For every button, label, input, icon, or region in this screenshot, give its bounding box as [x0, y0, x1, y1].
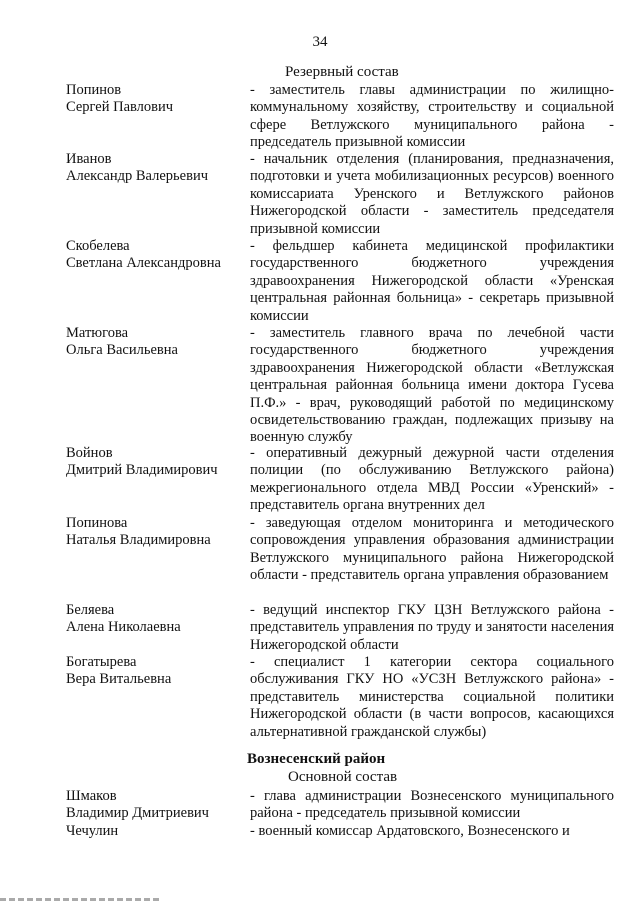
member-given-name: Сергей Павлович — [66, 99, 174, 116]
member-surname: Скобелева — [66, 238, 130, 254]
member-role: - оперативный дежурный дежурной части отделения полиции (по обслуживанию Ветлужского района) межрегионального отдела МВД России «Уренский» - представитель органа внутренних дел — [250, 445, 614, 514]
member-surname: Беляева — [66, 602, 115, 618]
member-given-name: Алена Николаевна — [66, 619, 181, 636]
member-given-name: Александр Валерьевич — [66, 168, 208, 185]
member-name — [66, 325, 246, 360]
member-name — [66, 515, 246, 550]
member-name — [66, 823, 246, 840]
member-name — [66, 602, 246, 637]
member-role: - глава администрации Вознесенского муниципального района - председатель призывной комиссии — [250, 788, 614, 822]
member-role: - заведующая отделом мониторинга и методического сопровождения управления образования администрации Ветлужского муниципального района Нижегородской области - представитель органа управления образованием — [250, 515, 614, 584]
member-surname: Попинов — [66, 82, 122, 98]
member-given-name: Ольга Васильевна — [66, 342, 178, 359]
member-surname: Попинова — [66, 515, 128, 531]
member-name — [66, 238, 246, 273]
member-given-name: Дмитрий Владимирович — [66, 462, 218, 479]
member-role: - фельдшер кабинета медицинской профилактики государственного бюджетного учреждения здравоохранения Нижегородской области «Уренская центральная районная больница» - секретарь призывной комиссии — [250, 238, 614, 324]
member-role: - заместитель главы администрации по жилищно-коммунальному хозяйству, строительству и социальной сфере Ветлужского муниципального района - председатель призывной комиссии — [250, 82, 614, 151]
member-surname: Шмаков — [66, 788, 117, 804]
member-surname: Войнов — [66, 445, 113, 461]
member-role: - начальник отделения (планирования, предназначения, подготовки и учета мобилизационных ресурсов) военного комиссариата Уренского и Ветлужского районов Нижегородской области - заместитель председателя призывной комиссии — [250, 151, 614, 237]
member-given-name: Наталья Владимировна — [66, 532, 211, 549]
member-name — [66, 654, 246, 689]
member-given-name: Владимир Дмитриевич — [66, 805, 209, 822]
page-number: 34 — [312, 34, 328, 50]
member-surname: Богатырева — [66, 654, 137, 670]
member-given-name: Светлана Александровна — [66, 255, 221, 272]
member-role: - заместитель главного врача по лечебной части государственного бюджетного учреждения здравоохранения Нижегородской области «Ветлужская центральная районная больница имени доктора Гусева П.Ф.» - врач, руководящий работой по медицинскому освидетельствованию граждан, подлежащих призыву на военную службу — [250, 325, 614, 446]
member-role: - специалист 1 категории сектора социального обслуживания ГКУ НО «УСЗН Ветлужского района» - представитель министерства социальной политики Нижегородской области (в части вопросов, касающихся альтернативной гражданской службы) — [250, 654, 614, 740]
member-role: - военный комиссар Ардатовского, Вознесенского и — [250, 823, 570, 839]
scan-edge-artifact — [0, 898, 160, 901]
member-surname: Матюгова — [66, 325, 129, 341]
member-surname: Иванов — [66, 151, 112, 167]
district-heading: Вознесенский район — [247, 751, 386, 767]
member-name — [66, 82, 246, 117]
member-role: - ведущий инспектор ГКУ ЦЗН Ветлужского района - представитель управления по труду и занятости населения Нижегородской области — [250, 602, 614, 653]
member-name — [66, 445, 246, 480]
reserve-heading: Резервный состав — [285, 64, 399, 80]
member-name — [66, 788, 246, 823]
member-given-name: Вера Витальевна — [66, 671, 172, 688]
member-surname: Чечулин — [66, 823, 119, 839]
member-name — [66, 151, 246, 186]
main-composition-heading: Основной состав — [288, 769, 398, 785]
